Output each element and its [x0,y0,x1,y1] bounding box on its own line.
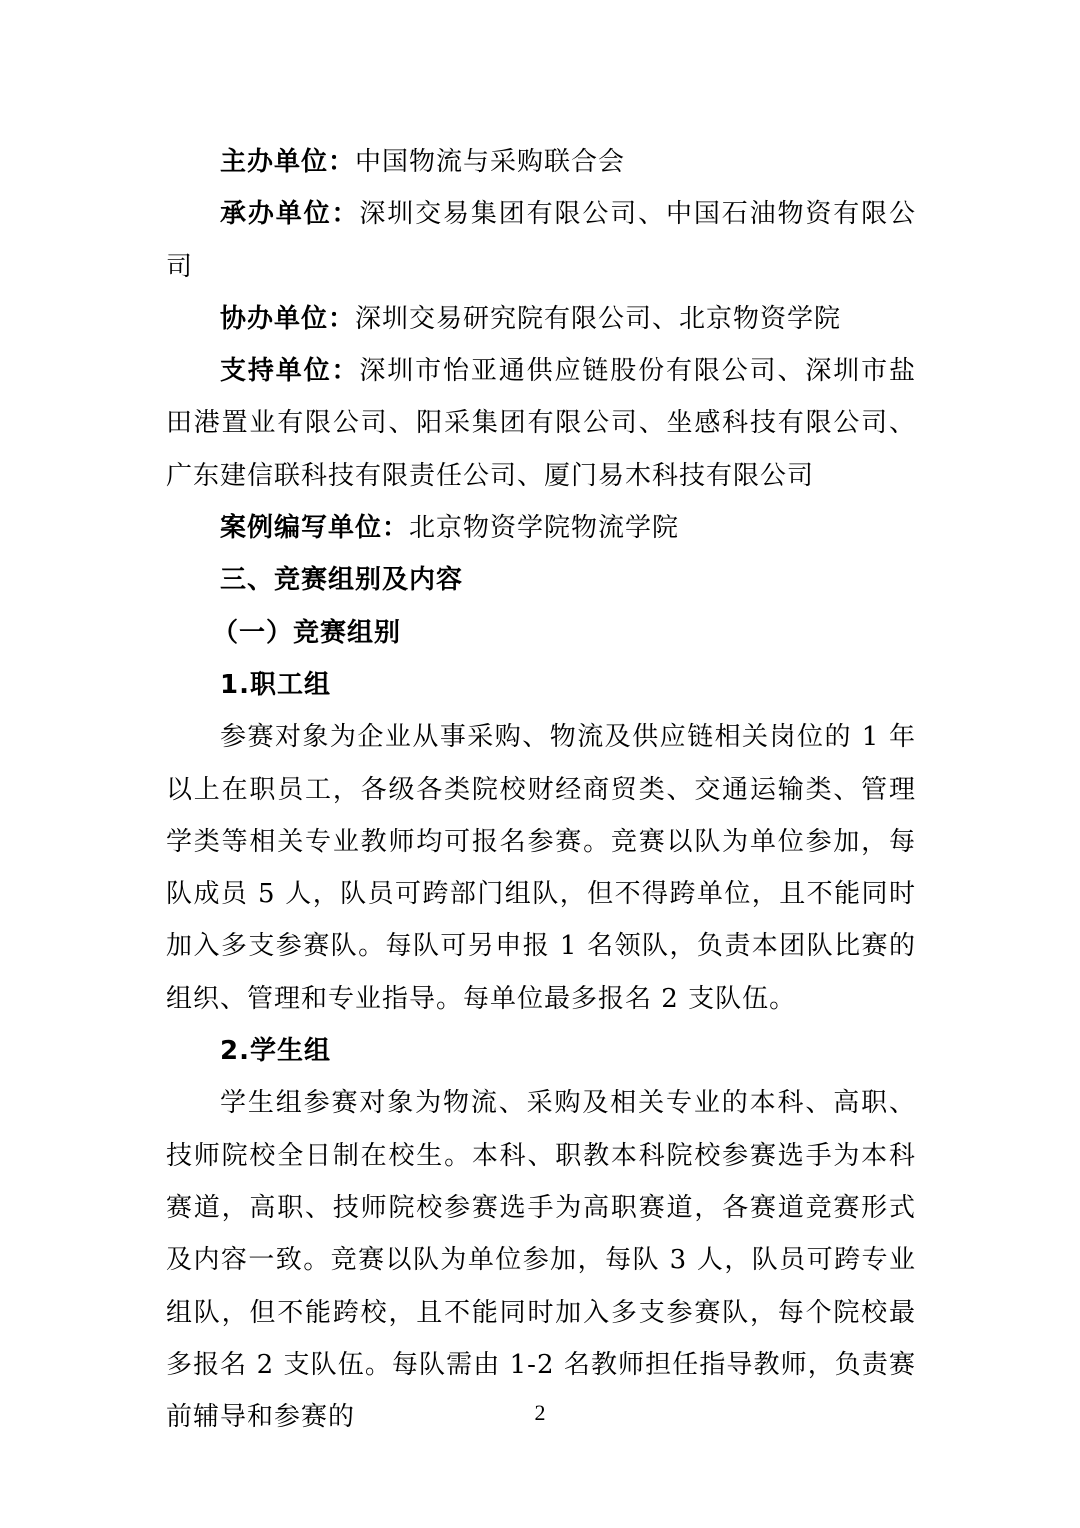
undertaker-text: 深圳交易集团有限公司、中国石油物资有限公司 [166,199,916,282]
staff-group-heading: 1.职工组 [220,669,331,700]
co-organizer-text: 深圳交易研究院有限公司、北京物资学院 [355,303,842,334]
co-organizer-paragraph [166,293,916,345]
supporter-label: 支持单位： [220,356,360,387]
subsection-one-heading: （一）竞赛组别 [212,617,402,648]
undertaker-paragraph [166,188,916,293]
supporter-paragraph [166,345,916,502]
student-group-heading: 2.学生组 [220,1036,331,1067]
case-writer-paragraph [166,502,916,554]
host-text: 中国物流与采购联合会 [355,147,626,177]
host-paragraph [166,136,916,188]
host-label: 主办单位： [220,147,356,177]
section-three-heading: 三、竞赛组别及内容 [220,565,464,596]
page-content [166,136,916,1443]
undertaker-label: 承办单位： [220,199,360,230]
staff-group-paragraph: 参赛对象为企业从事采购、物流及供应链相关岗位的 1 年以上在职员工，各级各类院校财经商贸类、交通运输类、管理学类等相关专业教师均可报名参赛。竞赛以队为单位参加，每队成员 5 人，队员可跨部门组队，但不得跨单位，且不能同时加入多支参赛队。每队可另申报 1 名领队，负责本团队比赛的组织、管理和专业指导。每单位最多报名 2 支队伍。 [166,722,916,1014]
case-writer-label: 案例编写单位： [220,513,410,544]
page-number: 2 [534,1400,546,1425]
supporter-text: 深圳市怡亚通供应链股份有限公司、深圳市盐田港置业有限公司、阳采集团有限公司、坐感科技有限公司、广东建信联科技有限责任公司、厦门易木科技有限公司 [166,356,916,491]
case-writer-text: 北京物资学院物流学院 [409,513,680,544]
student-group-paragraph: 学生组参赛对象为物流、采购及相关专业的本科、高职、技师院校全日制在校生。本科、职教本科院校参赛选手为本科赛道，高职、技师院校参赛选手为高职赛道，各赛道竞赛形式及内容一致。竞赛以队为单位参加，每队 3 人，队员可跨专业组队，但不能跨校，且不能同时加入多支参赛队，每个院校最多报名 2 支队伍。每队需由 1-2 名教师担任指导教师，负责赛前辅导和参赛的 [166,1088,916,1433]
co-organizer-label: 协办单位： [220,303,356,334]
